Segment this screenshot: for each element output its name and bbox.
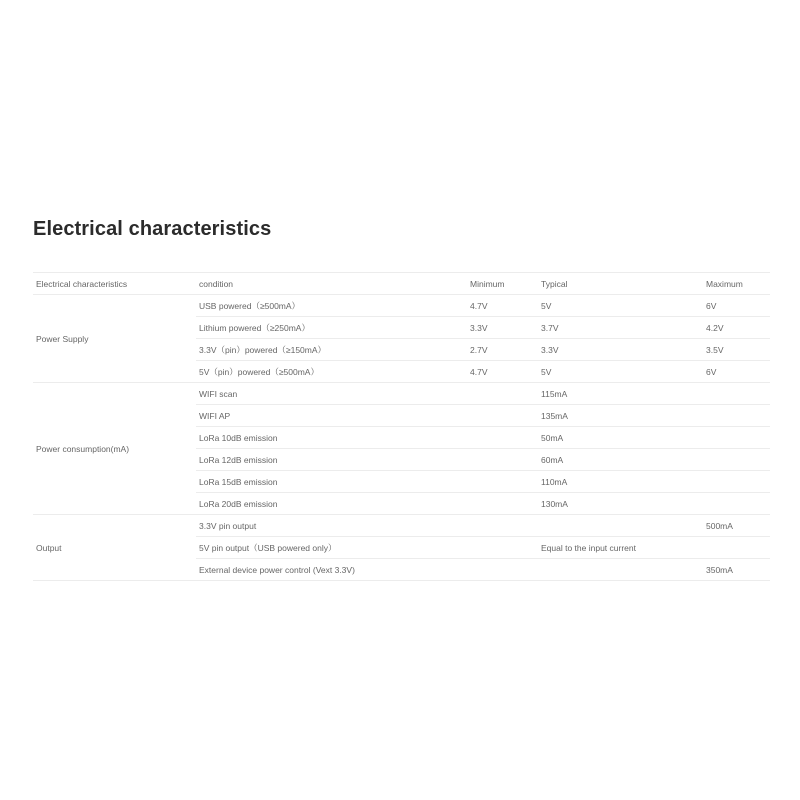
- condition-cell: 3.3V pin output: [196, 515, 467, 537]
- typical-cell: [538, 559, 703, 581]
- condition-cell: WIFI scan: [196, 383, 467, 405]
- condition-cell: LoRa 15dB emission: [196, 471, 467, 493]
- condition-cell: Lithium powered（≥250mA）: [196, 317, 467, 339]
- maximum-cell: [703, 471, 770, 493]
- maximum-cell: [703, 383, 770, 405]
- maximum-cell: [703, 537, 770, 559]
- group-label-output: Output: [33, 515, 196, 581]
- column-header-typical: Typical: [538, 273, 703, 295]
- minimum-cell: [467, 493, 538, 515]
- column-header-maximum: Maximum: [703, 273, 770, 295]
- maximum-cell: 6V: [703, 361, 770, 383]
- minimum-cell: 2.7V: [467, 339, 538, 361]
- group-label-power-consumption: Power consumption(mA): [33, 383, 196, 515]
- typical-cell: 5V: [538, 295, 703, 317]
- minimum-cell: 4.7V: [467, 295, 538, 317]
- typical-cell: 60mA: [538, 449, 703, 471]
- minimum-cell: [467, 471, 538, 493]
- minimum-cell: [467, 383, 538, 405]
- minimum-cell: [467, 427, 538, 449]
- column-header-minimum: Minimum: [467, 273, 538, 295]
- typical-cell: Equal to the input current: [538, 537, 703, 559]
- page-title: Electrical characteristics: [33, 218, 272, 240]
- typical-cell: [538, 515, 703, 537]
- maximum-cell: 6V: [703, 295, 770, 317]
- column-header-condition: condition: [196, 273, 467, 295]
- maximum-cell: 350mA: [703, 559, 770, 581]
- typical-cell: 115mA: [538, 383, 703, 405]
- column-header-parameter: Electrical characteristics: [33, 273, 196, 295]
- typical-cell: 130mA: [538, 493, 703, 515]
- electrical-characteristics-table: [33, 272, 770, 581]
- minimum-cell: [467, 449, 538, 471]
- condition-cell: 5V pin output（USB powered only）: [196, 537, 467, 559]
- condition-cell: 5V（pin）powered（≥500mA）: [196, 361, 467, 383]
- typical-cell: 135mA: [538, 405, 703, 427]
- typical-cell: 5V: [538, 361, 703, 383]
- table-row: [33, 383, 770, 405]
- maximum-cell: [703, 493, 770, 515]
- minimum-cell: [467, 537, 538, 559]
- table-row: [33, 515, 770, 537]
- minimum-cell: [467, 559, 538, 581]
- condition-cell: LoRa 20dB emission: [196, 493, 467, 515]
- typical-cell: 50mA: [538, 427, 703, 449]
- typical-cell: 3.3V: [538, 339, 703, 361]
- typical-cell: 110mA: [538, 471, 703, 493]
- typical-cell: 3.7V: [538, 317, 703, 339]
- condition-cell: WIFI AP: [196, 405, 467, 427]
- maximum-cell: 500mA: [703, 515, 770, 537]
- condition-cell: 3.3V（pin）powered（≥150mA）: [196, 339, 467, 361]
- condition-cell: LoRa 10dB emission: [196, 427, 467, 449]
- condition-cell: External device power control (Vext 3.3V): [196, 559, 467, 581]
- maximum-cell: [703, 405, 770, 427]
- minimum-cell: 4.7V: [467, 361, 538, 383]
- group-label-power-supply: Power Supply: [33, 295, 196, 383]
- minimum-cell: [467, 515, 538, 537]
- minimum-cell: [467, 405, 538, 427]
- table-header-row: [33, 273, 770, 295]
- maximum-cell: 3.5V: [703, 339, 770, 361]
- maximum-cell: 4.2V: [703, 317, 770, 339]
- minimum-cell: 3.3V: [467, 317, 538, 339]
- condition-cell: USB powered（≥500mA）: [196, 295, 467, 317]
- condition-cell: LoRa 12dB emission: [196, 449, 467, 471]
- table-row: [33, 295, 770, 317]
- maximum-cell: [703, 427, 770, 449]
- maximum-cell: [703, 449, 770, 471]
